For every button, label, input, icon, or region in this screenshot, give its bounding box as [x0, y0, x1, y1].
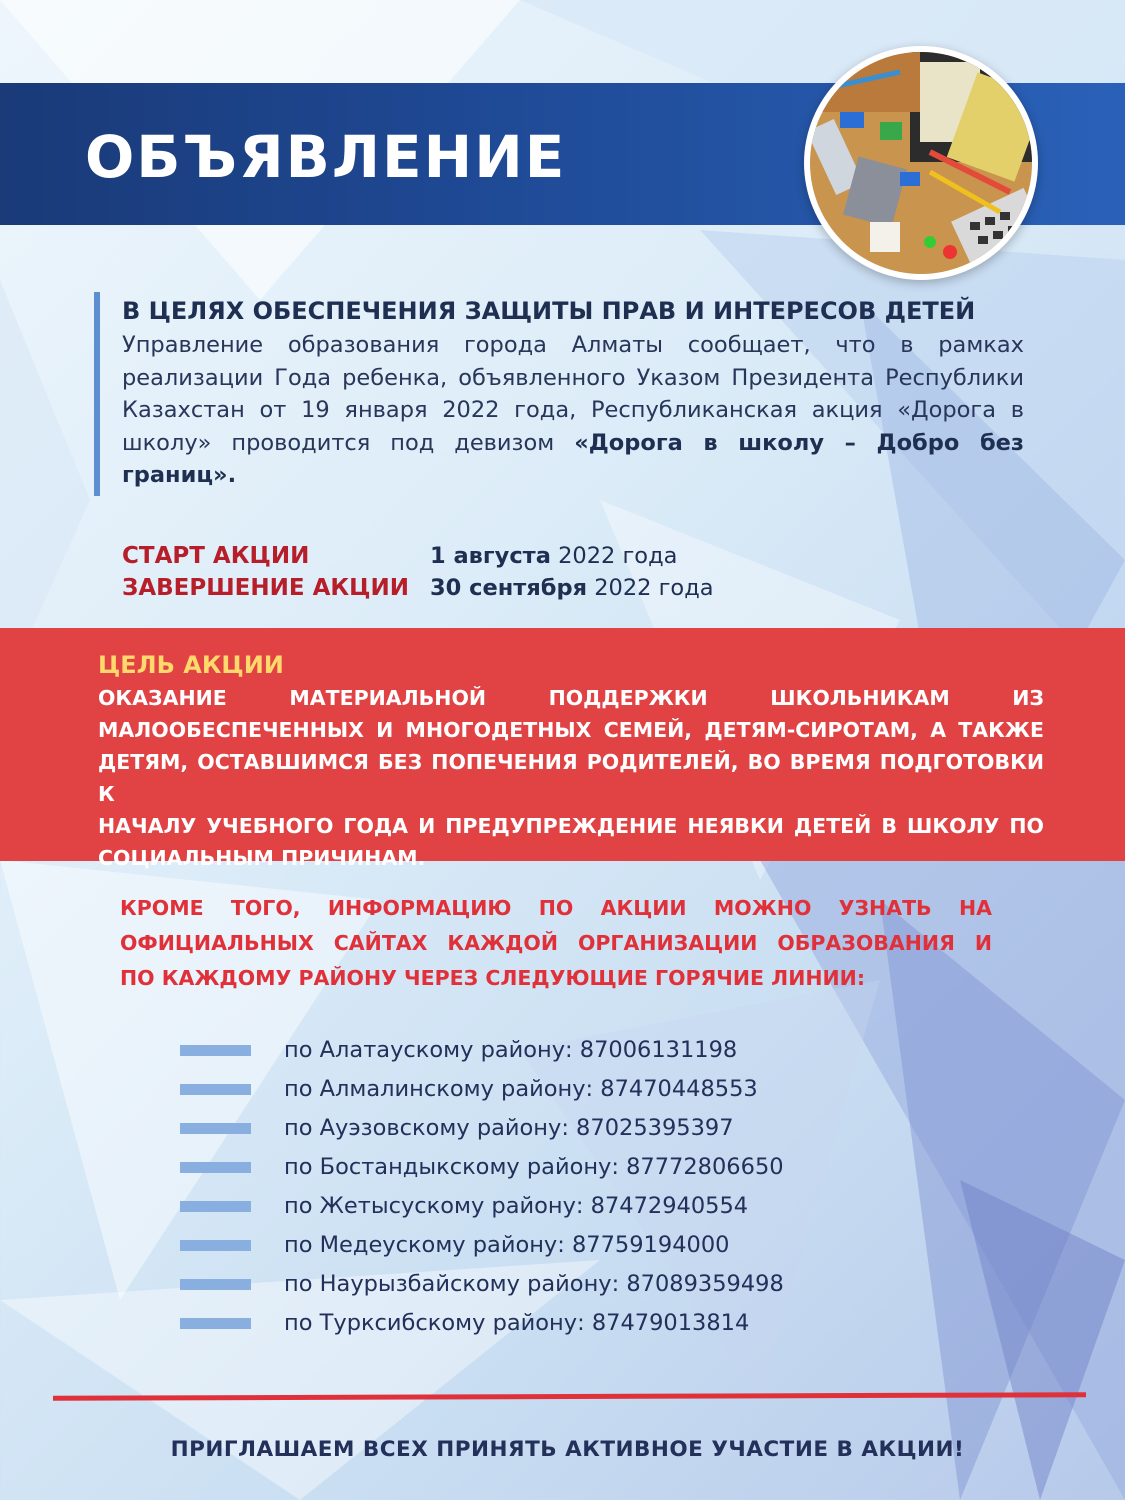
bullet-dash-icon	[180, 1045, 251, 1056]
footer-invitation: ПРИГЛАШАЕМ ВСЕХ ПРИНЯТЬ АКТИВНОЕ УЧАСТИЕ В АКЦИИ!	[170, 1437, 965, 1462]
info-line: ОФИЦИАЛЬНЫХ САЙТАХ КАЖДОЙ ОРГАНИЗАЦИИ ОБРАЗОВАНИЯ И	[120, 931, 992, 955]
hotline-text: по Бостандыкскому району: 87772806650	[284, 1154, 784, 1180]
start-date: 1 августа	[430, 543, 551, 569]
hotline-item	[180, 1187, 900, 1226]
bullet-dash-icon	[180, 1084, 251, 1095]
intro-motto: «Дорога в школу – Добро без границ».	[122, 429, 1024, 489]
end-value	[430, 573, 714, 603]
intro-accent-bar	[94, 292, 100, 496]
goal-heading: ЦЕЛЬ АКЦИИ	[98, 651, 284, 679]
start-value	[430, 541, 677, 571]
hotline-text: по Турксибскому району: 87479013814	[284, 1310, 750, 1336]
hotline-text: по Медеускому району: 87759194000	[284, 1232, 730, 1258]
intro-paragraph	[122, 329, 1024, 492]
bullet-dash-icon	[180, 1240, 251, 1251]
hotline-text: по Наурызбайскому району: 87089359498	[284, 1271, 784, 1297]
start-year: 2022 года	[558, 543, 678, 569]
hotline-text: по Алмалинскому району: 87470448553	[284, 1076, 758, 1102]
school-supplies-image	[810, 52, 1032, 274]
intro-heading: В ЦЕЛЯХ ОБЕСПЕЧЕНИЯ ЗАЩИТЫ ПРАВ И ИНТЕРЕСОВ ДЕТЕЙ	[122, 297, 976, 325]
page-title: ОБЪЯВЛЕНИЕ	[85, 123, 567, 191]
hotline-item	[180, 1148, 900, 1187]
hotline-text: по Алатаускому району: 87006131198	[284, 1037, 738, 1063]
hotline-item	[180, 1226, 900, 1265]
info-line: КРОМЕ ТОГО, ИНФОРМАЦИЮ ПО АКЦИИ МОЖНО УЗНАТЬ НА	[120, 896, 992, 920]
intro-body-text: Управление образования города Алматы сообщает, что в рамках реализации Года ребенка, объявленного Указом Президента Республики Казахстан от 19 января 2022 года, Республиканская акция «Дорога в школу» проводится под девизом	[122, 332, 1024, 456]
goal-line: СОЦИАЛЬНЫМ ПРИЧИНАМ.	[98, 846, 426, 870]
end-year: 2022 года	[594, 575, 714, 601]
hotline-item	[180, 1109, 900, 1148]
hotline-text: по Жетысускому району: 87472940554	[284, 1193, 749, 1219]
info-text	[120, 891, 992, 996]
hotline-item	[180, 1304, 900, 1343]
hotline-item	[180, 1265, 900, 1304]
bullet-dash-icon	[180, 1318, 251, 1329]
goal-text	[98, 682, 1044, 874]
bullet-dash-icon	[180, 1162, 251, 1173]
bullet-dash-icon	[180, 1279, 251, 1290]
info-line: ПО КАЖДОМУ РАЙОНУ ЧЕРЕЗ СЛЕДУЮЩИЕ ГОРЯЧИЕ ЛИНИИ:	[120, 966, 866, 990]
hotline-item	[180, 1031, 900, 1070]
end-label: ЗАВЕРШЕНИЕ АКЦИИ	[122, 575, 410, 601]
school-supplies-photo	[804, 46, 1038, 280]
bullet-dash-icon	[180, 1201, 251, 1212]
goal-line: МАЛООБЕСПЕЧЕННЫХ И МНОГОДЕТНЫХ СЕМЕЙ, ДЕТЯМ-СИРОТАМ, А ТАКЖЕ	[98, 718, 1044, 742]
goal-line: НАЧАЛУ УЧЕБНОГО ГОДА И ПРЕДУПРЕЖДЕНИЕ НЕЯВКИ ДЕТЕЙ В ШКОЛУ ПО	[98, 814, 1044, 838]
goal-line: ОКАЗАНИЕ МАТЕРИАЛЬНОЙ ПОДДЕРЖКИ ШКОЛЬНИКАМ ИЗ	[98, 686, 1044, 710]
bullet-dash-icon	[180, 1123, 251, 1134]
goal-line: ДЕТЯМ, ОСТАВШИМСЯ БЕЗ ПОПЕЧЕНИЯ РОДИТЕЛЕЙ, ВО ВРЕМЯ ПОДГОТОВКИ К	[98, 750, 1044, 806]
hotline-item	[180, 1070, 900, 1109]
start-label: СТАРТ АКЦИИ	[122, 543, 310, 569]
hotline-text: по Ауэзовскому району: 87025395397	[284, 1115, 734, 1141]
end-date: 30 сентября	[430, 575, 588, 601]
